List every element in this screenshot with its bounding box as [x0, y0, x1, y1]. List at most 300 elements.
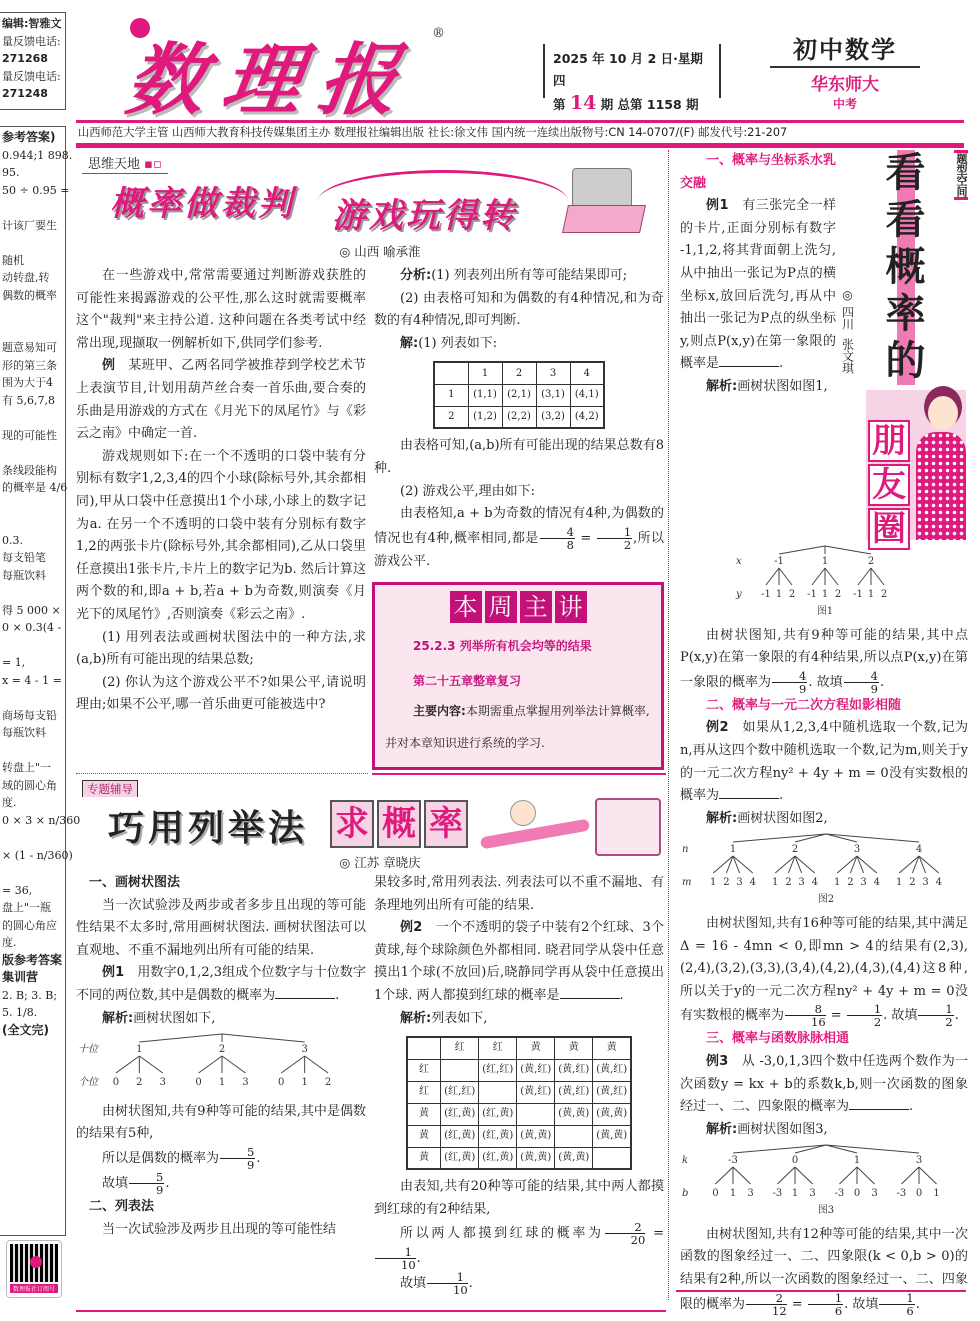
table-cell: (4,2) [570, 406, 604, 428]
answer-line: 集训营 [2, 970, 39, 984]
table-cell [517, 1103, 555, 1125]
tree-branch [839, 1167, 857, 1184]
answer-blank [849, 1098, 909, 1110]
paragraph [374, 917, 664, 1007]
answer-line [2, 864, 62, 882]
text-run: (2) 游戏公平,理由如下: [400, 483, 536, 499]
weekly-content-text: 本期需重点掌握用列举法计算概率,并对本章知识进行系统的学习. [385, 704, 650, 750]
answer-line: 每支铅笔 [2, 551, 46, 564]
numerator: 4 [844, 670, 879, 683]
answer-line: 度. [2, 796, 17, 809]
paragraph [76, 446, 366, 627]
answer-line [2, 514, 62, 532]
tree-leaf: 0 [853, 1188, 861, 1200]
answer-line [2, 199, 62, 217]
tree-branch [871, 568, 884, 585]
tree-leaf: 1 [834, 877, 841, 889]
column-label: 思维天地 ▪▫ [82, 153, 168, 174]
denominator: 6 [834, 1303, 843, 1318]
tree-node: 1 [136, 1044, 143, 1056]
table-row [407, 1037, 631, 1059]
text-run: = [575, 530, 596, 546]
tree-row-label: 十位 [78, 1044, 98, 1056]
denominator: 10 [453, 1283, 468, 1298]
contact-box [0, 12, 66, 110]
answer-line: 2. B; 3. B; [2, 988, 58, 1002]
answer-line [2, 304, 62, 322]
tree-leaf: 2 [723, 877, 730, 889]
lead-label: 例2 [400, 920, 423, 936]
lead-label: 解析: [400, 1010, 432, 1026]
tree-leaf: 4 [935, 877, 942, 889]
text-run: 由表知,共有20种等可能的结果,其中两人都摸到红球的有2种结果, [374, 1179, 664, 1217]
tree-figure [76, 1030, 366, 1101]
text-run: 画树状图如图1, [737, 378, 828, 394]
answer-line: 度. [2, 936, 17, 949]
table-row [407, 1081, 631, 1103]
fraction [220, 1146, 255, 1171]
fraction [847, 1003, 882, 1028]
answer-line: = 36, [2, 883, 33, 897]
paragraph [76, 962, 366, 1007]
tree-node: 4 [915, 844, 923, 856]
edition-label [770, 30, 920, 112]
table-cell: (黄,红) [517, 1059, 555, 1081]
tree-row-label: k [682, 1155, 689, 1167]
title-char: 看 [885, 197, 926, 243]
text-run: 由树状图知,共有16种等可能的结果,其中满足Δ = 16 - 4mn < 0,即mn > 4的结果有(2,3),(2,4),(3,2),(3,3),(3,4),(4,2),(4,3),(4,4)这8种,所以关于y的一元二次方程ny² + 4y + m = 0没有实数根的概率为 [680, 915, 968, 1024]
tree-leaf: -3 [834, 1188, 845, 1200]
title-char: 概 [885, 244, 926, 290]
table-cell [407, 1037, 441, 1059]
numerator: 1 [918, 1003, 953, 1016]
section-divider [372, 773, 666, 775]
tree-row-label: m [682, 877, 692, 889]
table-cell: (2,2) [502, 406, 536, 428]
tree-leaf: 3 [798, 877, 805, 889]
answer-line: 95. [2, 166, 20, 179]
answer-line: x = 4 - 1 = [2, 673, 62, 687]
table-cell: (黄,红) [593, 1059, 631, 1081]
answer-line: 偶数的概率 [2, 288, 57, 302]
tree-leaf: 1 [729, 1188, 737, 1200]
paragraph [76, 1146, 366, 1171]
answer-line: × (1 - n/360) [2, 848, 73, 862]
paragraph [680, 808, 968, 831]
article2-title-a: 巧用列举法 [108, 808, 309, 849]
tree-branch [139, 1056, 162, 1073]
table-cell: 黄 [407, 1125, 441, 1147]
tree-leaf: 3 [242, 1077, 249, 1089]
tree-branch [715, 1167, 733, 1184]
table-cell: (黄,黄) [555, 1147, 593, 1169]
paragraph [76, 1101, 366, 1146]
paragraph [374, 435, 664, 480]
article2-title-b [330, 800, 468, 848]
text-run: . [915, 1296, 920, 1312]
answer-line: 版参考答案 [2, 952, 63, 967]
text-run: . [468, 1276, 473, 1292]
answer-line: 0 × 3 × n/360 [2, 813, 81, 827]
table-cell: (黄,红) [555, 1081, 593, 1103]
paragraph [76, 895, 366, 963]
tree-branch [901, 1167, 919, 1184]
text-run: . [779, 788, 784, 804]
table-cell: 红 [407, 1081, 441, 1103]
title-char: 朋 [868, 420, 910, 462]
answer-line: 转盘上"一 [2, 761, 52, 774]
tree-branch [779, 546, 825, 554]
answer-line: 0.3. [2, 533, 23, 547]
tree-leaf: 3 [809, 1188, 816, 1200]
denominator: 8 [566, 537, 574, 552]
tree-row-label: b [682, 1188, 689, 1200]
text-run: . [416, 1251, 421, 1267]
tree-branch [733, 1167, 751, 1184]
answer-line [2, 497, 62, 515]
weekly-title [385, 591, 651, 623]
fraction [918, 1003, 953, 1028]
tree-branch [222, 1034, 305, 1042]
paragraph [374, 1008, 664, 1031]
denominator: 20 [630, 1233, 646, 1248]
answer-line [2, 829, 62, 847]
lead-label: 解析: [102, 1010, 134, 1026]
answer-line: 形的第三条 [2, 358, 57, 372]
tree-branch [812, 568, 825, 585]
tree-node: 2 [867, 556, 875, 567]
lead-label: 解析: [706, 810, 738, 826]
table-cell: 红 [441, 1037, 479, 1059]
answer-line: 随机 [2, 253, 24, 267]
tree-leaf: 0 [278, 1077, 285, 1089]
edition-sub: 中考 [832, 97, 857, 111]
answer-line [2, 637, 62, 655]
tree-node: 3 [915, 1155, 923, 1167]
table-cell: (黄,黄) [593, 1125, 631, 1147]
table-row [407, 1103, 631, 1125]
tree-figure [680, 830, 968, 913]
tree-leaf: 1 [791, 1188, 799, 1200]
text-run: 故填 [400, 1276, 427, 1292]
text-run: 故填 [102, 1175, 129, 1191]
tree-node: 1 [821, 556, 829, 567]
title-char: 看 [885, 150, 926, 196]
tree-leaf: 3 [159, 1077, 166, 1089]
paragraph [76, 265, 366, 355]
issue-suffix: 期 总第 1158 期 [600, 97, 699, 112]
table-cell: 4 [570, 362, 604, 384]
data-table [433, 361, 605, 429]
denominator: 9 [247, 1157, 255, 1172]
denominator: 9 [870, 681, 878, 696]
table-cell: 2 [434, 406, 468, 428]
lead-label: 解析: [706, 1121, 738, 1137]
answer-line: 的概率是 4/6 [2, 481, 68, 494]
denominator: 2 [945, 1015, 953, 1030]
tree-leaf: 0 [712, 1188, 719, 1200]
table-cell: 红 [479, 1037, 517, 1059]
issue-info [543, 44, 721, 114]
answer-line [2, 234, 62, 252]
table-cell: 黄 [555, 1037, 593, 1059]
contact-line: 271248 [2, 87, 48, 100]
text-run: . [954, 1008, 959, 1024]
contact-line: 量反馈电话: [2, 69, 61, 83]
table-cell: (3,1) [536, 384, 570, 406]
answer-line: 条线段能构 [2, 463, 57, 477]
tree-leaf: -3 [772, 1188, 783, 1200]
paragraph [374, 265, 664, 288]
paragraph [680, 913, 968, 1028]
table-row [434, 406, 604, 428]
numerator: 2 [605, 1221, 646, 1234]
tree-leaf: 2 [324, 1077, 332, 1089]
paragraph [680, 625, 968, 695]
table-cell: 黄 [407, 1147, 441, 1169]
tree-leaf: 1 [896, 877, 903, 889]
tree-leaf: 0 [112, 1077, 120, 1089]
title-char: 友 [868, 464, 910, 506]
text-run: . 故填 [844, 1296, 879, 1312]
bottom-rule [76, 1310, 666, 1312]
paragraph [680, 1119, 968, 1142]
denominator: 6 [906, 1303, 914, 1318]
tree-row-label: x [736, 556, 742, 567]
title-char: 周 [485, 591, 517, 623]
answer-line: 每瓶饮料 [2, 726, 46, 739]
tree-leaf: -3 [896, 1188, 907, 1200]
text-run: . [619, 987, 624, 1003]
answer-line [2, 409, 62, 427]
table-cell: 黄 [517, 1037, 555, 1059]
lead-label: 解: [400, 335, 419, 351]
paragraph [680, 1224, 968, 1317]
tree-row-label: 个位 [78, 1077, 98, 1089]
text-run: (1) 用列表法或画树状图法中的一种方法,求(a,b)所有可能出现的结果总数; [76, 629, 366, 668]
text-run: . [909, 1099, 914, 1115]
article3-title [878, 150, 933, 385]
article1-title-b: 游戏玩得转 [332, 196, 517, 236]
table-cell: 1 [468, 362, 502, 384]
article3-body [680, 150, 968, 1317]
fraction [746, 1292, 787, 1317]
edition-publisher: 华东师大 [811, 75, 879, 95]
title-char: 求 [330, 800, 374, 848]
section-heading: 二、列表法 [89, 1198, 155, 1214]
fraction [605, 1221, 646, 1246]
fraction [772, 670, 807, 695]
tree-leaf: 3 [736, 877, 743, 889]
column-label: 专题辅导 [82, 780, 138, 797]
denominator: 2 [623, 537, 632, 552]
table-cell [441, 1059, 479, 1081]
table-cell: 黄 [593, 1037, 631, 1059]
numerator: 2 [746, 1292, 787, 1305]
answer-line: 有 5,6,7,8 [2, 393, 55, 407]
qr-code[interactable] [6, 1240, 62, 1298]
table-cell [593, 1147, 631, 1169]
answer-line: (全文完) [2, 1022, 49, 1037]
denominator: 9 [799, 681, 807, 696]
paragraph [374, 1221, 664, 1271]
tree-branch [199, 1056, 222, 1073]
tree-leaf: 2 [909, 877, 916, 889]
text-run: . [165, 1175, 170, 1191]
paragraph [76, 1219, 366, 1242]
numerator: 1 [879, 1292, 914, 1305]
paragraph [374, 872, 664, 917]
tree-leaf: 4 [749, 877, 756, 889]
article1-col2 [374, 265, 664, 573]
tree-branch [857, 1167, 875, 1184]
column-name: 思维天地 [88, 157, 141, 172]
text-run: = [646, 1226, 664, 1242]
numerator: 1 [597, 526, 632, 539]
fraction [129, 1171, 164, 1196]
table-cell: (黄,黄) [517, 1147, 555, 1169]
text-run: 画树状图如图3, [737, 1121, 828, 1137]
tree-node: 3 [301, 1044, 308, 1056]
table-cell: 3 [536, 362, 570, 384]
tree-node: -1 [774, 556, 784, 567]
tree-row-label: y [736, 589, 742, 600]
numerator: 1 [808, 1292, 843, 1305]
paragraph [76, 627, 366, 672]
tree-leaf: -1 [807, 589, 817, 600]
text-run: 游戏规则如下:在一个不透明的口袋中装有分别标有数字1,2,3,4的四个小球(除标号外,其余都相同),甲从口袋中任意摸出1个小球,小球上的数字记为a. 在另一个不透明的口袋中装有分别标有数字1,2的两张卡片(除标号外,其余都相同),乙从口袋里任意摸出1张卡片,卡片上的数字记为b. 然后计算这两个数的和,即a + b,若a + b为奇数,则演奏《月光下的凤尾竹》,否则演奏《彩云之南》. [76, 448, 366, 622]
tree-leaf: 3 [747, 1188, 754, 1200]
answer-line: 每瓶饮料 [2, 568, 46, 582]
answer-line [2, 689, 62, 707]
answer-line: 0 × 0.3(4 - [2, 621, 62, 634]
article1-col1 [76, 265, 366, 717]
table-cell: (红,黄) [479, 1125, 517, 1147]
paragraph [374, 1176, 664, 1221]
numerator: 4 [540, 526, 575, 539]
paragraph [76, 672, 366, 717]
answer-line: 盘上"一瓶 [2, 901, 52, 914]
text-run: 用数字0,1,2,3组成个位数字与十位数字不同的两位数,其中是偶数的概率为 [76, 965, 367, 1003]
numerator: 1 [847, 1003, 882, 1016]
fraction [427, 1271, 468, 1296]
title-char: 率 [424, 800, 468, 848]
tree-node: 1 [853, 1155, 861, 1167]
fraction [375, 1246, 416, 1271]
text-run: 当一次试验涉及两步且出现的等可能性结 [102, 1221, 337, 1237]
text-run: 画树状图如图2, [737, 810, 828, 826]
masthead-info: 山西师范大学主管 山西师大教育科技传媒集团主办 数理报社编辑出版 社长:徐文伟 国内统一连续出版物号:CN 14-0707/(F) 邮发代号:21-207 [76, 120, 964, 148]
title-char: 讲 [555, 591, 587, 623]
table-cell [479, 1081, 517, 1103]
title-char: 率 [885, 291, 926, 337]
article3-banner [838, 150, 968, 549]
tree-branch [139, 1034, 222, 1042]
lead-label: 分析: [400, 268, 432, 283]
table-cell: (红,黄) [479, 1147, 517, 1169]
text-run: . [335, 987, 340, 1003]
answer-blank [275, 987, 335, 999]
tree-leaf: 4 [811, 877, 818, 889]
answer-line: 围为大于4 [2, 376, 53, 389]
tree-branch [116, 1056, 139, 1073]
table-cell: (3,2) [536, 406, 570, 428]
section-heading: 二、概率与一元二次方程如影相随 [706, 697, 902, 713]
tree-figure [680, 1141, 968, 1224]
title-char: 的 [885, 338, 926, 384]
title-char: 本 [450, 591, 482, 623]
lead-label: 例3 [706, 1053, 729, 1069]
tree-leaf: 3 [871, 1188, 878, 1200]
text-run: 一个不透明的袋子中装有2个红球、3个黄球,每个球除颜色外都相同. 晓君同学从袋中任意摸出1个球(不放回)后,晓静同学再从袋中任意摸出1个球. 两人都摸到红球的概率是 [374, 920, 665, 1003]
text-run: (2) 你认为这个游戏公平不?如果公平,请说明理由;如果不公平,哪一首乐曲更可能被选中? [76, 674, 366, 713]
tree-node: 3 [853, 844, 861, 856]
table-cell: (黄,黄) [517, 1125, 555, 1147]
article2-col1 [76, 872, 366, 1241]
tree-branch [305, 1056, 328, 1073]
denominator: 2 [873, 1015, 882, 1030]
table-cell: (黄,黄) [593, 1103, 631, 1125]
registered-mark: ® [432, 26, 445, 41]
text-run: 由表格可知,(a,b)所有可能出现的结果总数有8种. [374, 438, 664, 476]
table-cell [555, 1125, 593, 1147]
table-cell: (黄,红) [593, 1081, 631, 1103]
article1-author: ◎ 山西 喻承淮 [339, 244, 421, 259]
tree-leaf: 3 [860, 877, 867, 889]
tree-branch [825, 568, 838, 585]
title-char: 圈 [868, 508, 910, 550]
tree-leaf: 2 [847, 877, 854, 889]
table-cell: (红,黄) [441, 1147, 479, 1169]
weekly-content-label: 主要内容: [413, 704, 466, 718]
fraction [879, 1292, 914, 1317]
paragraph [680, 717, 968, 807]
tree-node: 1 [729, 844, 737, 856]
table-cell: 红 [407, 1059, 441, 1081]
lead-label: 例2 [706, 720, 729, 736]
table-cell: 黄 [407, 1103, 441, 1125]
fraction [540, 526, 575, 551]
tree-leaf: -1 [761, 589, 771, 600]
text-run: 列表如下, [431, 1010, 488, 1026]
denominator: 10 [401, 1258, 416, 1273]
table-row [407, 1125, 631, 1147]
fraction [785, 1003, 826, 1028]
answer-line: 参考答案) [2, 130, 56, 144]
text-run: 在一些游戏中,常常需要通过判断游戏获胜的可能性来揭露游戏的公平性,那么这时就需要概率这个"裁判"来主持公道. 这种问题在各类考试中经常出现,现撷取一例解析如下,供同学们参考. [76, 268, 366, 351]
lead-label: 例 [102, 358, 116, 374]
title-char: 概 [377, 800, 421, 848]
paragraph [680, 1051, 968, 1119]
answer-blank [719, 355, 779, 367]
tree-branch [795, 1167, 813, 1184]
fraction [597, 526, 632, 551]
text-run: 如果从1,2,3,4中随机选取一个数,记为n,再从这四个数中随机选取一个数,记为m,则关于y的一元二次方程ny² + 4y + m = 0没有实数根的概率为 [680, 720, 968, 804]
paragraph [76, 1171, 366, 1196]
text-run: 果较多时,常用列表法. 列表法可以不重不漏地、有条理地列出所有可能的结果. [374, 875, 664, 913]
text-run: 由树状图知,共有9种等可能的结果,其中是偶数的结果有5种, [76, 1103, 366, 1142]
table-cell: (红,黄) [441, 1125, 479, 1147]
article2-col2 [374, 872, 664, 1296]
numerator: 5 [220, 1146, 255, 1159]
paragraph [374, 333, 664, 356]
column-divider [668, 150, 669, 1300]
answer-line: 的圆心角应 [2, 918, 57, 932]
table-cell: 1 [434, 384, 468, 406]
text-run: 由表格知,a + b为奇数的情况有4种,为偶数的情况也有4种,概率相同,都是 [374, 506, 664, 546]
text-run: 由树状图知,共有12种等可能的结果,其中一次函数的图象经过一、二、四象限(k < 0,b > 0)的结果有2种,所以一次函数的图象经过一、二、四象限的概率为 [680, 1226, 968, 1312]
title-char: 主 [520, 591, 552, 623]
